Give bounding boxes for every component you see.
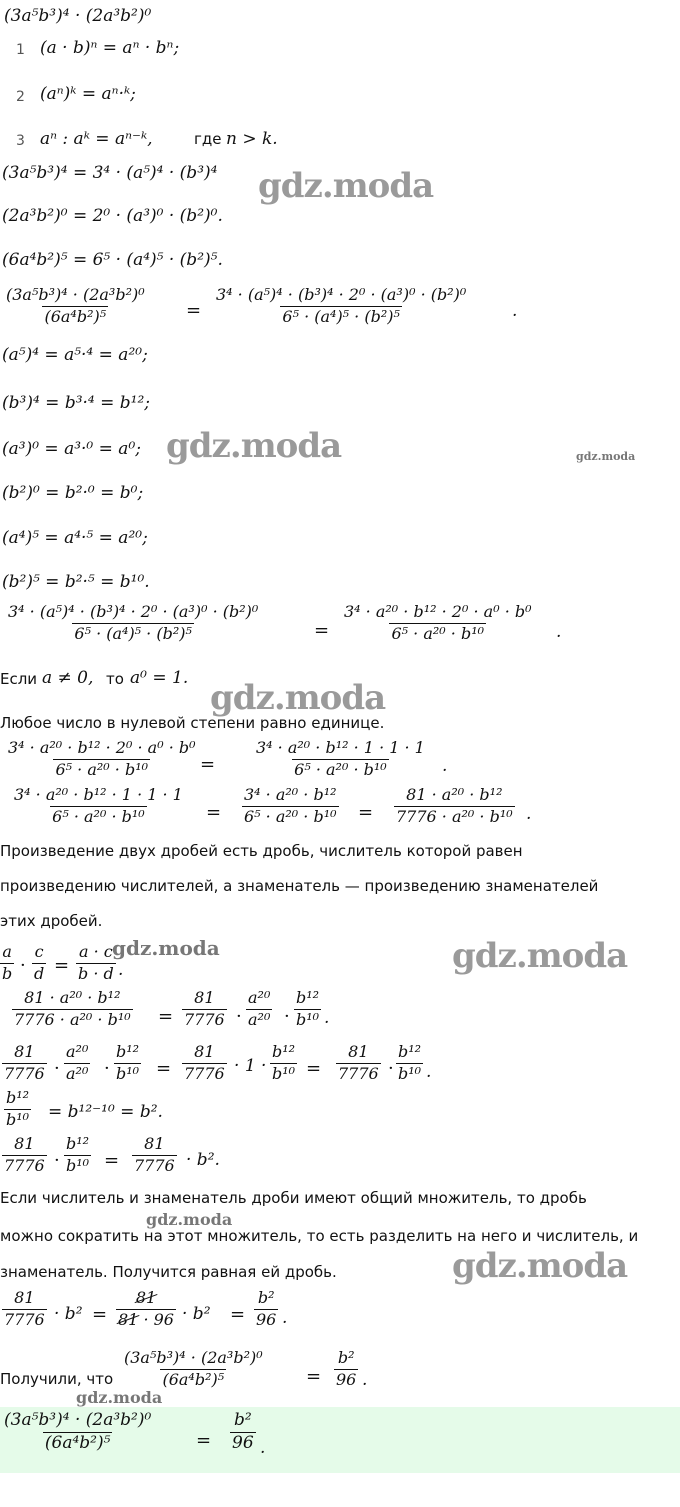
fraction [342,604,534,643]
fraction [76,944,116,983]
rule-formula: (aⁿ)ᵏ = aⁿ·ᵏ; [40,84,136,104]
rule-number: 3 [16,133,25,149]
fraction [270,1044,297,1083]
denominator: b¹⁰ [6,1109,30,1129]
paragraph-line: произведению числителей, а знаменатель — произведению знаменателей [0,877,599,895]
watermark: gdz.moda [452,936,628,976]
power-line: (a⁵)⁴ = a⁵·⁴ = a²⁰; [2,345,148,365]
math: a ≠ 0, [42,668,94,688]
numerator: b¹² [398,1042,422,1061]
numerator: b¹² [66,1134,90,1153]
fraction [182,990,227,1029]
denominator: a²⁰ [66,1063,89,1083]
expansion-line: (6a⁴b²)⁵ = 6⁵ · (a⁴)⁵ · (b²)⁵. [2,250,223,270]
rule-number: 2 [16,89,25,105]
denominator: 7776 · a²⁰ · b¹⁰ [396,806,513,826]
math: = b¹²⁻¹⁰ = b². [48,1102,163,1122]
fraction [6,740,198,779]
dot-operator: · [20,955,26,976]
fraction [214,287,468,326]
period: . [118,960,124,980]
watermark: gdz.moda [258,166,434,206]
remaining-96: · 96 [143,1309,174,1329]
fraction [132,1136,177,1175]
paragraph-line: Если числитель и знаменатель дроби имеют общий множитель, то дробь [0,1189,587,1207]
denominator: 7776 [4,1155,45,1175]
watermark: gdz.moda [210,678,386,718]
denominator: b¹⁰ [398,1063,422,1083]
fraction [182,1044,227,1083]
denominator: 7776 [134,1155,175,1175]
denominator: 96 [336,1369,357,1389]
denominator: 7776 [184,1063,225,1083]
denominator: (6a⁴b²)⁵ [44,1432,111,1453]
power-line: (b³)⁴ = b³·⁴ = b¹²; [2,393,151,413]
numerator: b¹² [296,988,320,1007]
denominator: 6⁵ · a²⁰ · b¹⁰ [55,759,149,779]
denominator: 7776 [4,1309,45,1329]
power-line: (a³)⁰ = a³·⁰ = a⁰; [2,439,141,459]
numerator: a · c [78,942,113,961]
cancelled-81: 81 [118,1309,139,1329]
numerator: b² [233,1410,252,1430]
denominator: d [34,963,45,983]
equals-sign: = [196,1430,212,1451]
fraction [32,944,46,983]
denominator: (6a⁴b²)⁵ [44,306,107,326]
math: · b². [186,1150,220,1170]
numerator: 3⁴ · a²⁰ · b¹² · 2⁰ · a⁰ · b⁰ [344,602,532,621]
equals-sign: = [230,1304,246,1325]
numerator: (3a⁵b³)⁴ · (2a³b²)⁰ [4,1410,152,1430]
math: a⁰ = 1. [130,668,189,688]
answer-fraction [2,1412,153,1453]
denominator: b [2,963,13,983]
denominator: 6⁵ · a²⁰ · b¹⁰ [391,623,485,643]
numerator: a [2,942,12,961]
equals-sign: = [156,1058,172,1079]
power-line: (a⁴)⁵ = a⁴·⁵ = a²⁰; [2,528,148,548]
numerator: 81 [348,1042,369,1061]
watermark: gdz.moda [166,426,342,466]
rule-formula: (a · b)ⁿ = aⁿ · bⁿ; [40,38,180,58]
fraction [6,604,260,643]
denominator: 7776 [4,1063,45,1083]
equals-sign: = [92,1304,108,1325]
fraction [64,1044,90,1083]
numerator: b¹² [116,1042,140,1061]
denominator: (6a⁴b²)⁵ [162,1369,225,1389]
period: . [362,1370,368,1390]
watermark: gdz.moda [146,1210,233,1229]
fraction [242,787,339,826]
fraction [394,787,515,826]
period: . [556,622,562,642]
equals-sign: = [54,955,70,976]
answer-fraction [230,1412,256,1453]
fraction [254,740,427,779]
dot-operator: · [104,1058,110,1079]
text: Любое число в нулевой степени равно единице. [0,714,385,732]
numerator: 81 [144,1134,165,1153]
watermark: gdz.moda [452,1246,628,1286]
denominator: b¹⁰ [66,1155,90,1175]
equals-sign: = [306,1058,322,1079]
fraction [246,990,272,1029]
fraction [4,1090,31,1129]
rule-condition-text: где [194,130,222,148]
denominator: a²⁰ [248,1009,271,1029]
paragraph-line: Произведение двух дробей есть дробь, числитель которой равен [0,842,523,860]
numerator: a²⁰ [248,988,271,1007]
watermark: gdz.moda [112,936,220,960]
numerator: 3⁴ · (a⁵)⁴ · (b³)⁴ · 2⁰ · (a³)⁰ · (b²)⁰ [216,285,467,304]
numerator: (3a⁵b³)⁴ · (2a³b²)⁰ [6,285,145,304]
period: . [282,1308,288,1328]
fraction [2,1136,47,1175]
fraction [114,1044,141,1083]
math: · b² [182,1304,211,1324]
expansion-line: (2a³b²)⁰ = 2⁰ · (a³)⁰ · (b²)⁰. [2,206,223,226]
dot-operator: · [236,1006,242,1027]
fraction [2,1044,47,1083]
denominator: 96 [256,1309,277,1329]
numerator: 81 [194,988,215,1007]
one: 1 [244,1056,256,1076]
math: · 1 · [234,1056,267,1076]
numerator: 81 [194,1042,215,1061]
rule-number: 1 [16,42,25,58]
denominator: b¹⁰ [296,1009,320,1029]
numerator: b¹² [6,1088,30,1107]
period: . [260,1438,266,1458]
denominator: 7776 [338,1063,379,1083]
period: . [324,1008,330,1028]
numerator [134,1290,158,1309]
numerator: 3⁴ · a²⁰ · b¹² · 1 · 1 · 1 [256,738,425,757]
cancelled-81: 81 [135,1288,157,1307]
watermark: gdz.moda [576,450,636,463]
fraction [396,1044,423,1083]
expansion-line: (3a⁵b³)⁴ = 3⁴ · (a⁵)⁴ · (b³)⁴ [2,163,218,183]
paragraph-line: этих дробей. [0,912,103,930]
equals-sign: = [158,1006,174,1027]
numerator: 81 [14,1042,35,1061]
numerator: 81 · a²⁰ · b¹² [406,785,503,804]
dot-operator: · [54,1150,60,1171]
text: Если [0,670,38,688]
denominator: 7776 · a²⁰ · b¹⁰ [14,1009,131,1029]
denominator [116,1309,176,1329]
numerator: 81 · a²⁰ · b¹² [24,988,121,1007]
fraction [122,1350,265,1389]
paragraph-line: знаменатель. Получится равная ей дробь. [0,1263,337,1281]
watermark: gdz.moda [76,1388,163,1407]
fraction [4,287,147,326]
text: Получили, что [0,1370,114,1388]
numerator: (3a⁵b³)⁴ · (2a³b²)⁰ [124,1348,263,1367]
denominator: 6⁵ · a²⁰ · b¹⁰ [244,806,337,826]
fraction [64,1136,91,1175]
numerator: 81 [14,1134,35,1153]
equals-sign: = [206,802,222,823]
fraction-cancelled [116,1290,176,1329]
period: . [526,804,532,824]
denominator: b · d [78,963,114,983]
numerator: a²⁰ [66,1042,89,1061]
numerator: 3⁴ · (a⁵)⁴ · (b³)⁴ · 2⁰ · (a³)⁰ · (b²)⁰ [8,602,259,621]
equals-sign: = [104,1150,120,1171]
rule-condition-math: n > k. [226,129,278,149]
denominator: 6⁵ · a²⁰ · b¹⁰ [294,759,387,779]
denominator: 6⁵ · (a⁴)⁵ · (b²)⁵ [74,623,192,643]
fraction [12,990,133,1029]
fraction [2,1290,47,1329]
power-line: (b²)⁵ = b²·⁵ = b¹⁰. [2,572,150,592]
denominator: 96 [232,1432,254,1453]
numerator: b¹² [272,1042,296,1061]
numerator: 3⁴ · a²⁰ · b¹² [244,785,337,804]
dot-operator: · [284,1006,290,1027]
denominator: b¹⁰ [272,1063,296,1083]
dot-operator: · [388,1058,394,1079]
equals-sign: = [306,1366,322,1387]
period: . [426,1062,432,1082]
denominator: 7776 [184,1009,225,1029]
numerator: 81 [14,1288,35,1307]
numerator: c [34,942,44,961]
paragraph-line: можно сократить на этот множитель, то есть разделить на него и числитель, и [0,1227,639,1245]
fraction [12,787,185,826]
dot-operator: · [54,1058,60,1079]
numerator: b² [257,1288,275,1307]
denominator: 6⁵ · (a⁴)⁵ · (b²)⁵ [282,306,400,326]
denominator: b¹⁰ [116,1063,140,1083]
math: · b² [54,1304,83,1324]
fraction [334,1350,358,1389]
problem-expression: (3a⁵b³)⁴ · (2a³b²)⁰ [4,6,152,26]
equals-sign: = [200,754,216,775]
equals-sign: = [186,300,202,321]
text: то [106,670,124,688]
rule-formula: aⁿ : aᵏ = aⁿ⁻ᵏ, [40,129,153,149]
fraction [0,944,14,983]
fraction [254,1290,278,1329]
fraction [294,990,321,1029]
power-line: (b²)⁰ = b²·⁰ = b⁰; [2,483,144,503]
period: . [512,301,518,321]
numerator: b² [337,1348,355,1367]
numerator: 3⁴ · a²⁰ · b¹² · 2⁰ · a⁰ · b⁰ [8,738,196,757]
numerator: 3⁴ · a²⁰ · b¹² · 1 · 1 · 1 [14,785,183,804]
denominator: 6⁵ · a²⁰ · b¹⁰ [52,806,145,826]
fraction [336,1044,381,1083]
period: . [442,756,448,776]
equals-sign: = [314,620,330,641]
equals-sign: = [358,802,374,823]
